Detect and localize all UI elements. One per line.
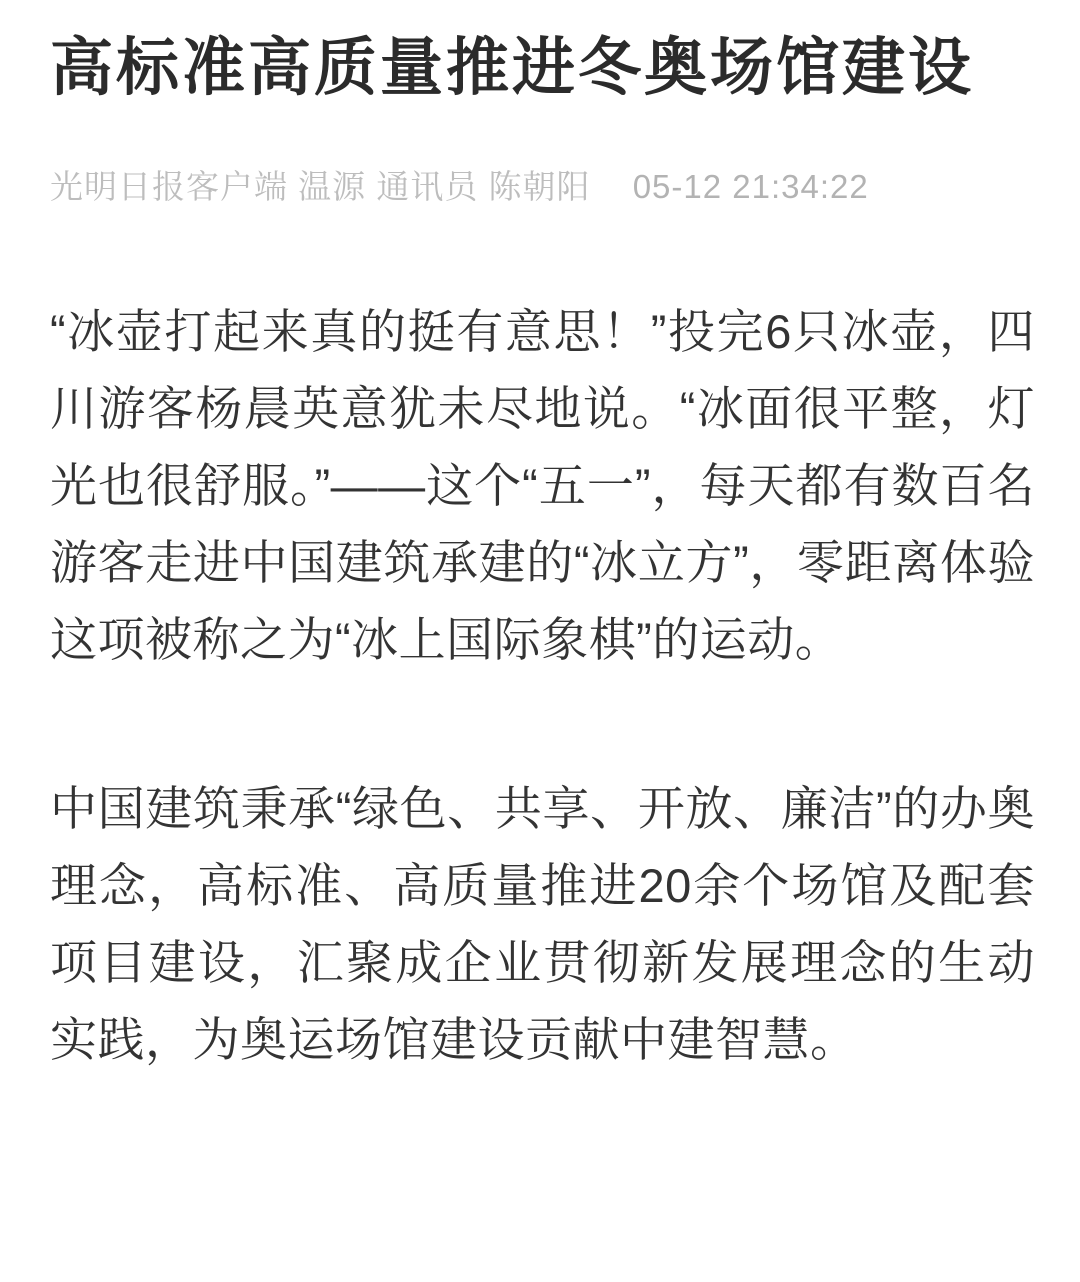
article-body: [50, 293, 1035, 1078]
byline-timestamp: 05-12 21:34:22: [632, 168, 869, 205]
article-title: 高标准高质量推进冬奥场馆建设: [50, 33, 974, 103]
article-paragraph: 中国建筑秉承“绿色、共享、开放、廉洁”的办奥理念，高标准、高质量推进20余个场馆及配套项目建设，汇聚成企业贯彻新发展理念的生动实践，为奥运场馆建设贡献中建智慧。: [50, 782, 1035, 1066]
byline: [50, 167, 1035, 207]
byline-source: 光明日报客户端 温源 通讯员 陈朝阳: [50, 168, 591, 205]
article-paragraph: “冰壶打起来真的挺有意思！”投完6只冰壶，四川游客杨晨英意犹未尽地说。“冰面很平整，灯光也很舒服。”——这个“五一”，每天都有数百名游客走进中国建筑承建的“冰立方”，零距离体验这项被称之为“冰上国际象棋”的运动。: [50, 305, 1035, 666]
